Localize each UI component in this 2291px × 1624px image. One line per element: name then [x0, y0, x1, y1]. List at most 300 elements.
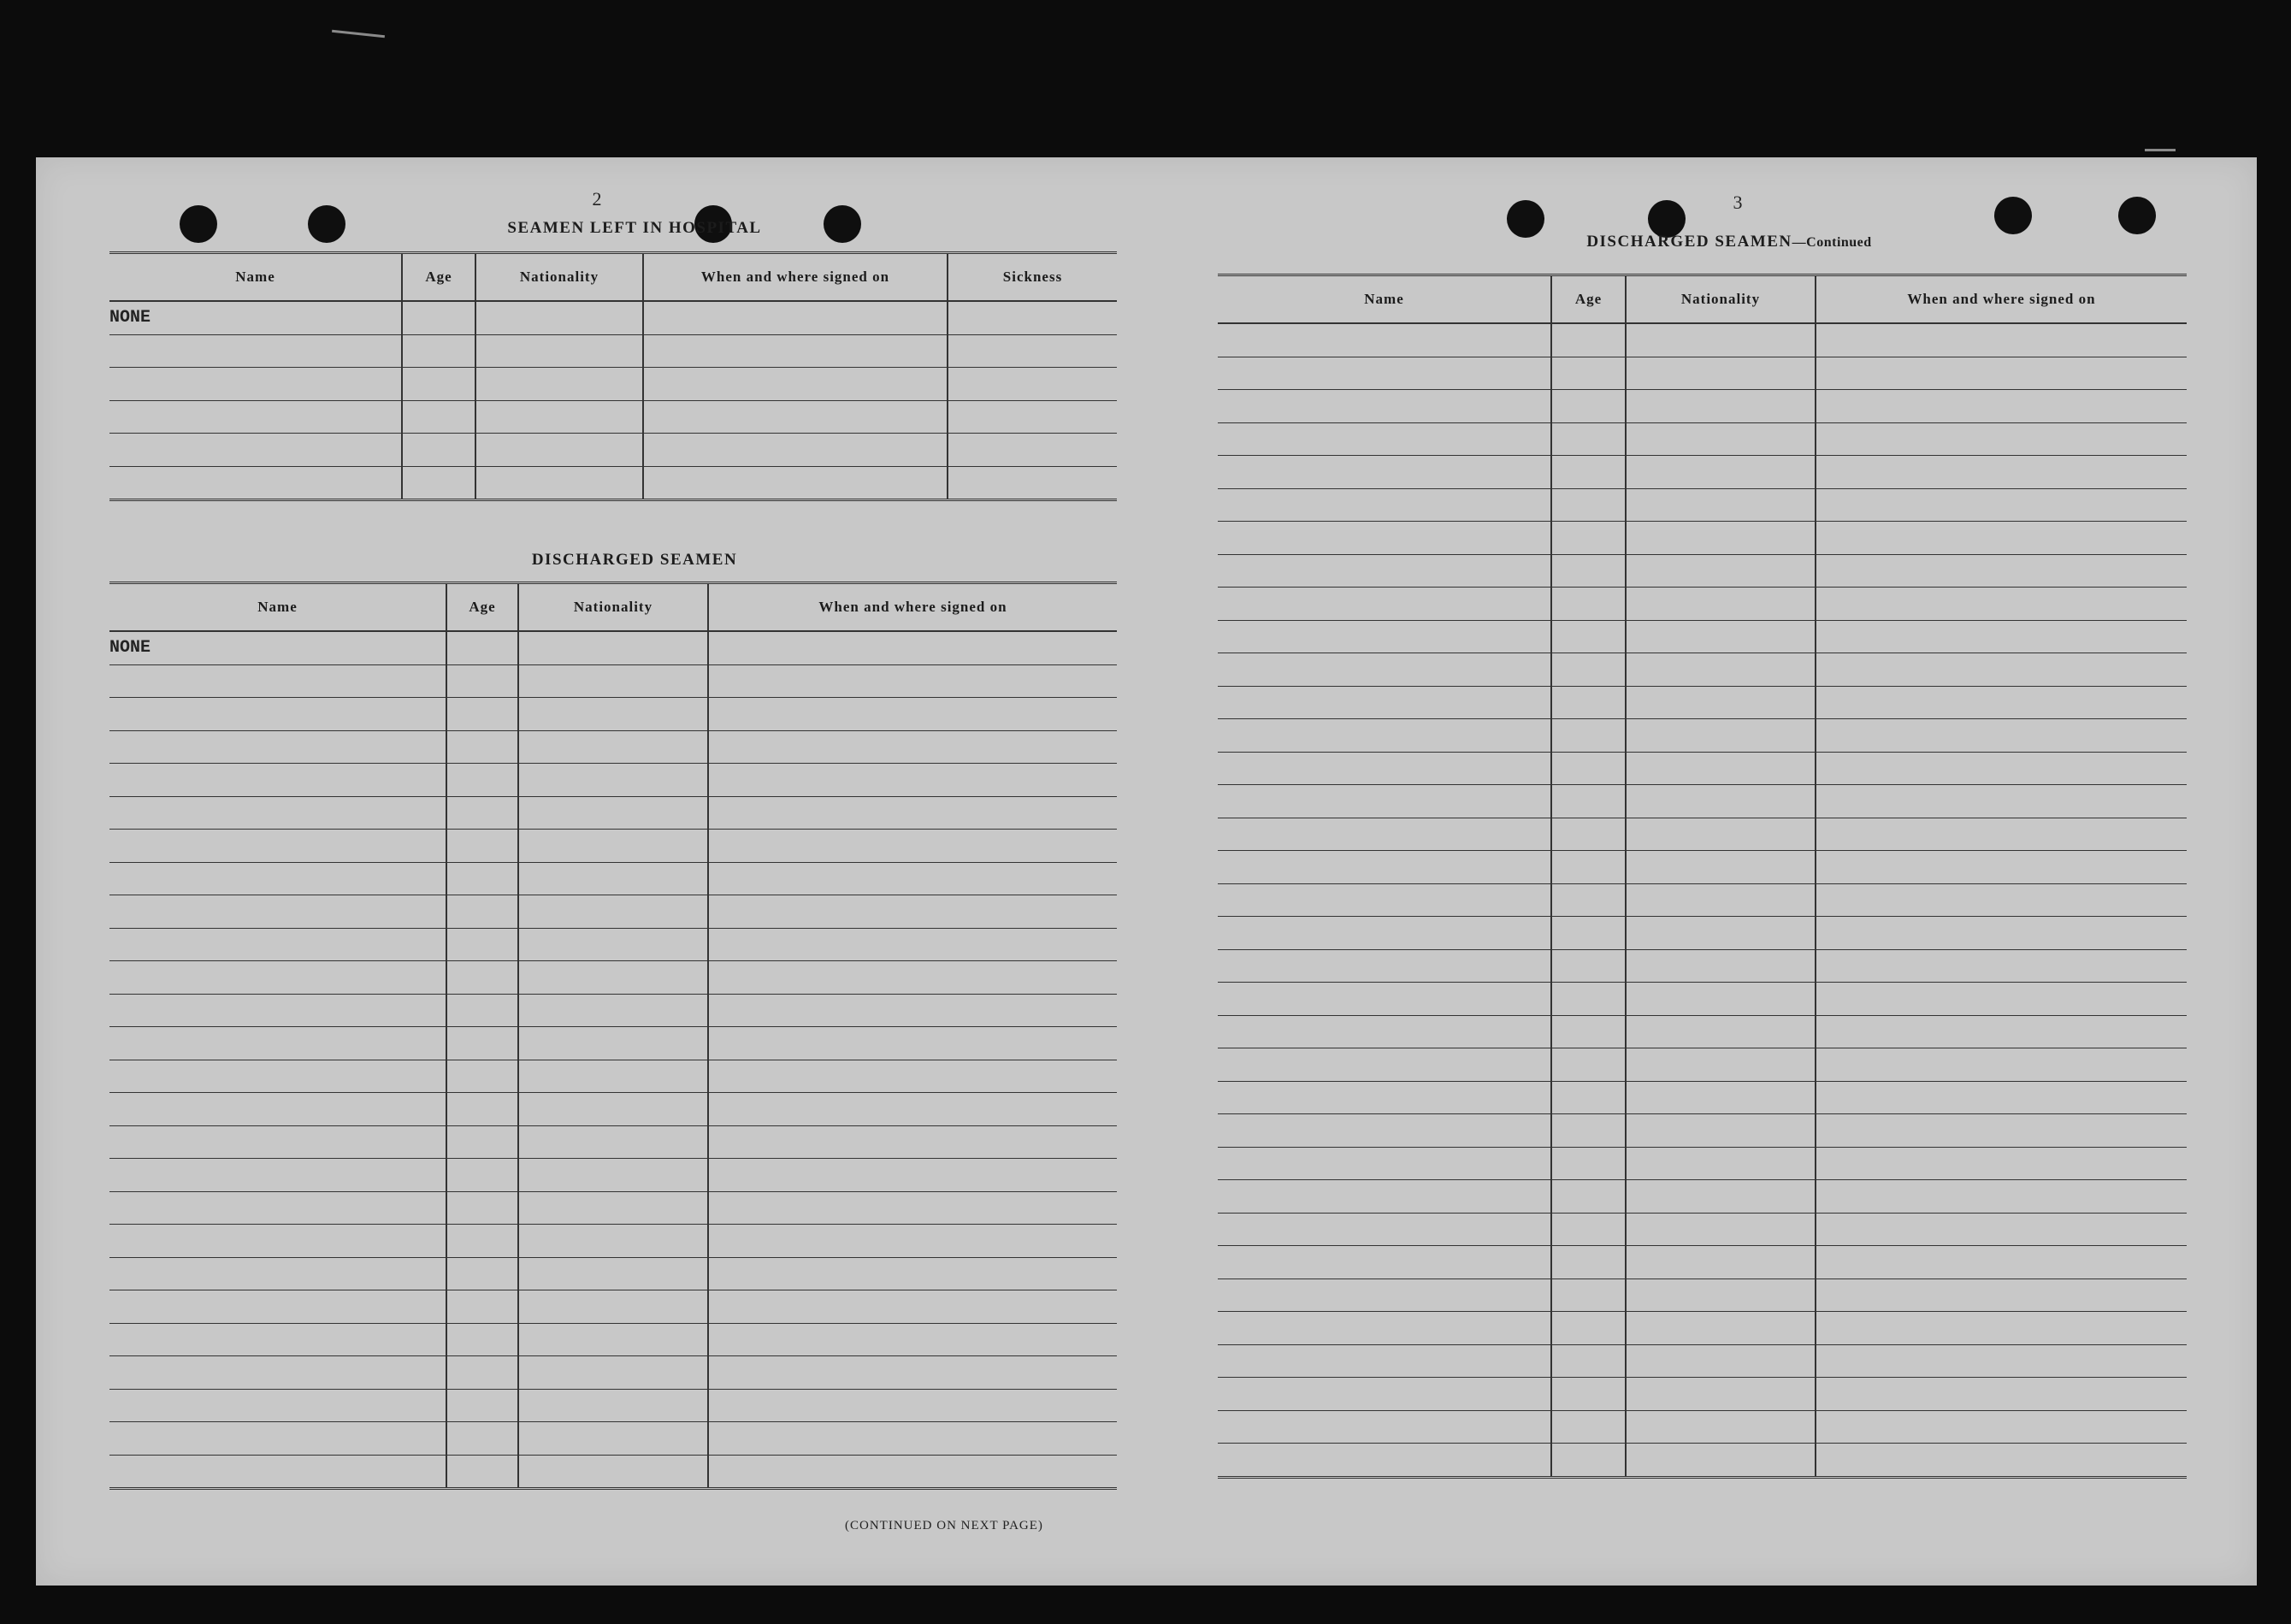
- table-cell: [446, 631, 518, 664]
- table-row: [1218, 456, 2187, 489]
- table-cell: [518, 1159, 708, 1192]
- table-cell: [1816, 1213, 2187, 1246]
- name-cell: [1218, 456, 1551, 489]
- table-cell: [708, 830, 1117, 863]
- name-cell: [1218, 390, 1551, 423]
- table-cell: [446, 1323, 518, 1356]
- table-cell: [1816, 752, 2187, 785]
- table-cell: [518, 961, 708, 995]
- table-cell: [1816, 588, 2187, 621]
- table-row: [1218, 588, 2187, 621]
- continued-note: (CONTINUED ON NEXT PAGE): [845, 1519, 1043, 1532]
- table-cell: [1551, 719, 1626, 753]
- table-cell: [1551, 488, 1626, 522]
- table-row: [109, 400, 1117, 434]
- table-row: [1218, 752, 2187, 785]
- table-row: [109, 764, 1117, 797]
- table-cell: [1551, 456, 1626, 489]
- hospital-table: [109, 251, 1117, 501]
- table-cell: [518, 1027, 708, 1060]
- table-cell: [1626, 1213, 1816, 1246]
- table-cell: [1551, 1114, 1626, 1148]
- table-row: [109, 730, 1117, 764]
- table-cell: [708, 1060, 1117, 1093]
- table-cell: [1816, 949, 2187, 983]
- table-cell: [1626, 851, 1816, 884]
- table-cell: [1551, 1081, 1626, 1114]
- table-row: [1218, 390, 2187, 423]
- table-cell: [948, 301, 1117, 334]
- table-cell: [1816, 357, 2187, 390]
- table-cell: [446, 796, 518, 830]
- table-cell: [1551, 818, 1626, 851]
- table-cell: [708, 1356, 1117, 1390]
- table-row: [1218, 785, 2187, 818]
- table-cell: [1816, 422, 2187, 456]
- table-cell: [1626, 554, 1816, 588]
- table-cell: [402, 466, 475, 500]
- table-cell: [1626, 1180, 1816, 1214]
- name-cell: [109, 764, 446, 797]
- table-cell: [1551, 1444, 1626, 1478]
- table-cell: [475, 301, 643, 334]
- name-cell: [1218, 1410, 1551, 1444]
- column-header-when-and-where-signed-on: When and where signed on: [1816, 275, 2187, 324]
- table-cell: [518, 1225, 708, 1258]
- table-cell: [1626, 1048, 1816, 1082]
- table-cell: [1551, 686, 1626, 719]
- name-cell: [1218, 1114, 1551, 1148]
- name-cell: [109, 1093, 446, 1126]
- table-cell: [1816, 818, 2187, 851]
- table-cell: [643, 434, 948, 467]
- name-cell: [1218, 1378, 1551, 1411]
- table-cell: [475, 434, 643, 467]
- table-cell: [708, 994, 1117, 1027]
- discharged-table: [109, 582, 1117, 1490]
- table-cell: [1626, 323, 1816, 357]
- table-row: [1218, 983, 2187, 1016]
- name-cell: [1218, 818, 1551, 851]
- name-cell: [109, 1389, 446, 1422]
- table-row: [109, 1159, 1117, 1192]
- table-cell: [643, 334, 948, 368]
- table-cell: [1626, 588, 1816, 621]
- table-cell: [518, 862, 708, 895]
- table-cell: [1626, 1312, 1816, 1345]
- page-number: 2: [592, 188, 602, 210]
- table-cell: [446, 830, 518, 863]
- table-cell: [1816, 917, 2187, 950]
- name-cell: [1218, 883, 1551, 917]
- column-header-nationality: Nationality: [475, 253, 643, 302]
- table-row: [109, 1060, 1117, 1093]
- name-cell: [109, 961, 446, 995]
- table-cell: [1551, 554, 1626, 588]
- name-cell: [109, 1257, 446, 1290]
- table-cell: [1816, 1410, 2187, 1444]
- table-cell: [1626, 390, 1816, 423]
- table-row: [1218, 1213, 2187, 1246]
- table-cell: [402, 301, 475, 334]
- table-cell: [708, 1389, 1117, 1422]
- table-row: [109, 1455, 1117, 1489]
- table-cell: [1551, 1279, 1626, 1312]
- discharged-continued-table: [1218, 274, 2187, 1479]
- table-cell: [1816, 653, 2187, 687]
- name-cell: [109, 698, 446, 731]
- table-cell: [1816, 456, 2187, 489]
- name-cell: NONE: [109, 631, 446, 664]
- table-row: [1218, 883, 2187, 917]
- table-cell: [708, 1257, 1117, 1290]
- table-cell: [518, 664, 708, 698]
- table-row: [1218, 1147, 2187, 1180]
- name-cell: [1218, 719, 1551, 753]
- table-cell: [948, 400, 1117, 434]
- table-row: [109, 368, 1117, 401]
- table-cell: [475, 368, 643, 401]
- table-row: [109, 301, 1117, 334]
- table-cell: [1626, 949, 1816, 983]
- name-cell: [1218, 522, 1551, 555]
- table-cell: [1551, 1147, 1626, 1180]
- table-cell: [1816, 620, 2187, 653]
- table-cell: [446, 895, 518, 929]
- table-cell: [708, 961, 1117, 995]
- table-cell: [1816, 1180, 2187, 1214]
- table-cell: [402, 400, 475, 434]
- name-cell: [1218, 1180, 1551, 1214]
- table-cell: [708, 1323, 1117, 1356]
- table-cell: [1626, 686, 1816, 719]
- table-row: [1218, 554, 2187, 588]
- name-cell: NONE: [109, 301, 402, 334]
- table-cell: [446, 862, 518, 895]
- table-cell: [1626, 456, 1816, 489]
- table-cell: [1626, 983, 1816, 1016]
- table-cell: [1816, 1312, 2187, 1345]
- table-row: [109, 434, 1117, 467]
- ledger-sheet: [36, 157, 2257, 1586]
- table-cell: [1626, 357, 1816, 390]
- name-cell: [109, 830, 446, 863]
- table-cell: [1626, 752, 1816, 785]
- table-cell: [518, 1060, 708, 1093]
- table-cell: [446, 1125, 518, 1159]
- table-cell: [1816, 488, 2187, 522]
- table-cell: [1626, 522, 1816, 555]
- table-cell: [1816, 1378, 2187, 1411]
- table-cell: [1626, 620, 1816, 653]
- table-cell: [518, 1290, 708, 1324]
- name-cell: [109, 994, 446, 1027]
- column-header-nationality: Nationality: [518, 583, 708, 632]
- table-header-row: [1218, 275, 2187, 324]
- table-cell: [1551, 1312, 1626, 1345]
- table-cell: [948, 466, 1117, 500]
- name-cell: [109, 1125, 446, 1159]
- table-row: [109, 631, 1117, 664]
- table-cell: [446, 1356, 518, 1390]
- name-cell: [1218, 554, 1551, 588]
- table-row: [1218, 1378, 2187, 1411]
- name-cell: [1218, 1081, 1551, 1114]
- table-cell: [446, 1455, 518, 1489]
- name-cell: [1218, 1048, 1551, 1082]
- table-cell: [948, 334, 1117, 368]
- table-cell: [402, 334, 475, 368]
- table-cell: [446, 1027, 518, 1060]
- table-cell: [1816, 554, 2187, 588]
- name-cell: [1218, 983, 1551, 1016]
- left-page: [36, 157, 1148, 1586]
- name-cell: [1218, 917, 1551, 950]
- name-cell: [1218, 1344, 1551, 1378]
- table-cell: [1626, 1444, 1816, 1478]
- name-cell: [1218, 1147, 1551, 1180]
- table-cell: [1816, 1444, 2187, 1478]
- table-cell: [708, 796, 1117, 830]
- name-cell: [1218, 588, 1551, 621]
- table-row: [1218, 851, 2187, 884]
- name-cell: [109, 1191, 446, 1225]
- table-cell: [1816, 851, 2187, 884]
- table-cell: [475, 334, 643, 368]
- table-cell: [446, 1225, 518, 1258]
- name-cell: [1218, 785, 1551, 818]
- table-cell: [518, 730, 708, 764]
- table-row: [109, 1125, 1117, 1159]
- name-cell: [109, 1356, 446, 1390]
- name-cell: [109, 895, 446, 929]
- table-cell: [1551, 422, 1626, 456]
- name-cell: [109, 466, 402, 500]
- table-row: [1218, 1180, 2187, 1214]
- table-cell: [1626, 785, 1816, 818]
- table-cell: [1551, 1410, 1626, 1444]
- table-cell: [1816, 323, 2187, 357]
- table-cell: [948, 434, 1117, 467]
- table-cell: [708, 1290, 1117, 1324]
- table-cell: [1816, 1279, 2187, 1312]
- table-row: [1218, 818, 2187, 851]
- scan-scratch: [332, 30, 385, 38]
- table-cell: [446, 1257, 518, 1290]
- hospital-section-title: SEAMEN LEFT IN HOSPITAL: [507, 219, 762, 237]
- table-row: [1218, 1444, 2187, 1478]
- table-cell: [518, 1389, 708, 1422]
- name-cell: [109, 730, 446, 764]
- table-row: [109, 1093, 1117, 1126]
- table-row: [109, 796, 1117, 830]
- table-cell: [1551, 1015, 1626, 1048]
- table-cell: [708, 1159, 1117, 1192]
- continued-suffix: —Continued: [1792, 235, 1872, 250]
- table-row: [109, 895, 1117, 929]
- table-row: [109, 928, 1117, 961]
- table-cell: [446, 928, 518, 961]
- name-cell: [1218, 686, 1551, 719]
- table-cell: [518, 830, 708, 863]
- discharged-continued-title: [1532, 233, 1926, 251]
- table-cell: [446, 1060, 518, 1093]
- table-cell: [1551, 883, 1626, 917]
- column-header-when-and-where-signed-on: When and where signed on: [643, 253, 948, 302]
- table-cell: [708, 664, 1117, 698]
- table-cell: [1626, 719, 1816, 753]
- name-cell: [1218, 357, 1551, 390]
- table-cell: [1626, 883, 1816, 917]
- table-row: [1218, 1312, 2187, 1345]
- name-cell: [1218, 620, 1551, 653]
- table-row: [1218, 323, 2187, 357]
- column-header-age: Age: [1551, 275, 1626, 324]
- table-cell: [402, 434, 475, 467]
- table-cell: [708, 862, 1117, 895]
- table-row: [1218, 620, 2187, 653]
- table-cell: [708, 1093, 1117, 1126]
- name-cell: [109, 368, 402, 401]
- table-cell: [708, 1191, 1117, 1225]
- page-number: 3: [1733, 192, 1743, 213]
- table-row: [1218, 1015, 2187, 1048]
- table-row: [109, 1389, 1117, 1422]
- table-cell: [708, 1422, 1117, 1456]
- table-cell: [1551, 522, 1626, 555]
- name-cell: [1218, 1312, 1551, 1345]
- table-cell: [446, 1191, 518, 1225]
- table-cell: [1816, 883, 2187, 917]
- table-cell: [1551, 1048, 1626, 1082]
- table-cell: [446, 764, 518, 797]
- name-cell: [1218, 1246, 1551, 1279]
- table-cell: [1551, 620, 1626, 653]
- table-cell: [518, 1093, 708, 1126]
- table-cell: [1551, 1344, 1626, 1378]
- name-cell: [1218, 323, 1551, 357]
- table-cell: [1551, 1213, 1626, 1246]
- table-row: [1218, 653, 2187, 687]
- table-cell: [708, 928, 1117, 961]
- table-cell: [1551, 1180, 1626, 1214]
- table-cell: [518, 1455, 708, 1489]
- table-cell: [446, 994, 518, 1027]
- table-row: [109, 1257, 1117, 1290]
- table-cell: [708, 1027, 1117, 1060]
- table-cell: [1551, 357, 1626, 390]
- name-cell: [1218, 1015, 1551, 1048]
- table-cell: [708, 1225, 1117, 1258]
- name-cell: [109, 1455, 446, 1489]
- table-cell: [446, 1290, 518, 1324]
- table-cell: [1816, 983, 2187, 1016]
- right-page: [1148, 157, 2257, 1586]
- table-row: [1218, 1081, 2187, 1114]
- table-row: [1218, 719, 2187, 753]
- table-cell: [518, 1323, 708, 1356]
- table-cell: [1626, 653, 1816, 687]
- table-cell: [518, 631, 708, 664]
- table-cell: [1626, 1081, 1816, 1114]
- table-row: [109, 1225, 1117, 1258]
- table-row: [1218, 917, 2187, 950]
- name-cell: [109, 928, 446, 961]
- table-cell: [1551, 983, 1626, 1016]
- table-cell: [1816, 1147, 2187, 1180]
- table-cell: [518, 796, 708, 830]
- column-header-age: Age: [402, 253, 475, 302]
- table-cell: [1626, 1114, 1816, 1148]
- name-cell: [1218, 1279, 1551, 1312]
- table-row: [1218, 522, 2187, 555]
- table-cell: [1816, 785, 2187, 818]
- column-header-name: Name: [109, 583, 446, 632]
- table-cell: [1551, 949, 1626, 983]
- name-cell: [1218, 949, 1551, 983]
- table-cell: [1816, 522, 2187, 555]
- table-cell: [1626, 422, 1816, 456]
- table-cell: [446, 698, 518, 731]
- table-cell: [1816, 1246, 2187, 1279]
- name-cell: [109, 1290, 446, 1324]
- table-cell: [518, 1125, 708, 1159]
- table-cell: [708, 698, 1117, 731]
- name-cell: [109, 1027, 446, 1060]
- table-row: [1218, 357, 2187, 390]
- discharged-section-title: DISCHARGED SEAMEN: [531, 551, 738, 569]
- table-cell: [1626, 1378, 1816, 1411]
- table-cell: [1626, 1279, 1816, 1312]
- table-row: [109, 994, 1117, 1027]
- name-cell: [109, 862, 446, 895]
- table-cell: [948, 368, 1117, 401]
- table-cell: [1626, 1147, 1816, 1180]
- table-cell: [1551, 785, 1626, 818]
- table-cell: [708, 895, 1117, 929]
- name-cell: [109, 400, 402, 434]
- table-cell: [1816, 719, 2187, 753]
- table-cell: [1626, 1344, 1816, 1378]
- name-cell: [1218, 851, 1551, 884]
- table-row: [1218, 1246, 2187, 1279]
- name-cell: [109, 334, 402, 368]
- table-cell: [708, 730, 1117, 764]
- table-cell: [402, 368, 475, 401]
- table-cell: [475, 466, 643, 500]
- table-cell: [1816, 1048, 2187, 1082]
- name-cell: [1218, 752, 1551, 785]
- table-cell: [643, 301, 948, 334]
- table-cell: [1626, 1015, 1816, 1048]
- table-row: [109, 1027, 1117, 1060]
- table-cell: [1551, 390, 1626, 423]
- table-cell: [518, 764, 708, 797]
- table-cell: [1551, 653, 1626, 687]
- table-row: [109, 698, 1117, 731]
- table-row: [1218, 488, 2187, 522]
- table-cell: [518, 895, 708, 929]
- table-cell: [518, 928, 708, 961]
- table-row: [109, 334, 1117, 368]
- table-cell: [1626, 1410, 1816, 1444]
- table-header-row: [109, 583, 1117, 632]
- name-cell: [109, 1060, 446, 1093]
- name-cell: [109, 1159, 446, 1192]
- table-cell: [518, 1356, 708, 1390]
- name-cell: [1218, 488, 1551, 522]
- table-cell: [1551, 752, 1626, 785]
